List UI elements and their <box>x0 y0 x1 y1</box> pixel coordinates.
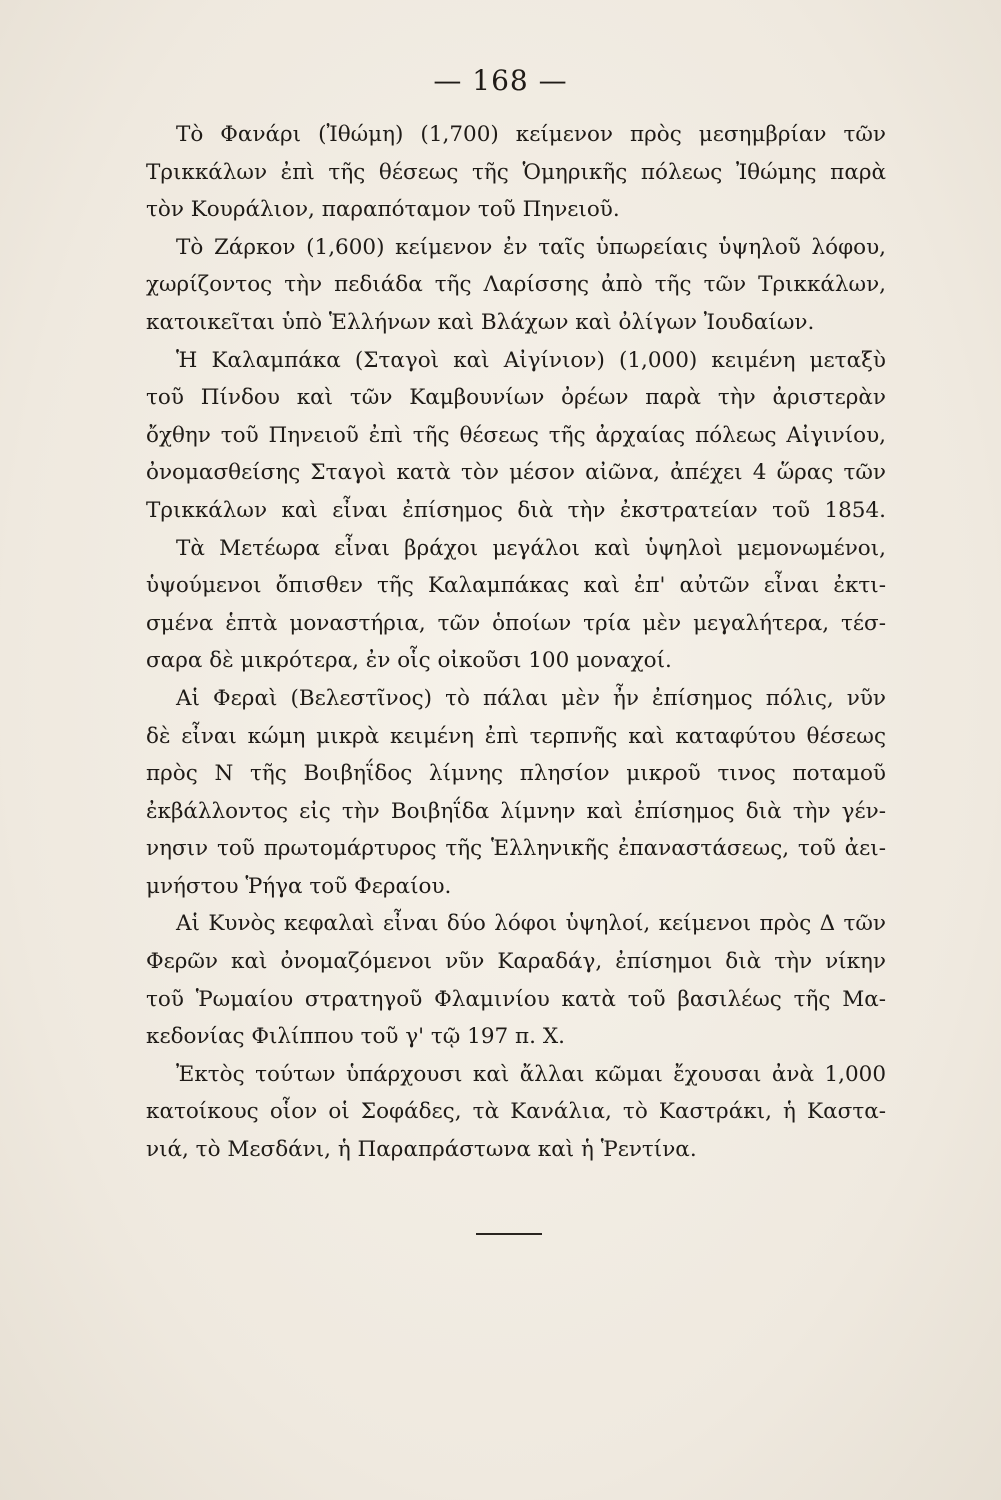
text-line: Τὸ Φανάρι (Ἰθώμη) (1,700) κείμενον πρὸς μεσημβρίαν τῶν <box>176 122 886 147</box>
text-line: δὲ εἶναι κώμη μικρὰ κειμένη ἐπὶ τερπνῆς καὶ καταφύτου θέσεως <box>146 723 886 749</box>
text-line: πρὸς Ν τῆς Βοιβηΐδος λίμνης πλησίον μικροῦ τινος ποταμοῦ <box>146 761 886 787</box>
text-line: Αἱ Φεραὶ (Βελεστῖνος) τὸ πάλαι μὲν ἦν ἐπίσημος πόλις, νῦν <box>176 685 886 711</box>
text-line: Τρικκάλων ἐπὶ τῆς θέσεως τῆς Ὁμηρικῆς πόλεως Ἰθώμης παρὰ <box>146 159 886 185</box>
text-line: νησιν τοῦ πρωτομάρτυρος τῆς Ἑλληνικῆς ἐπαναστάσεως, τοῦ ἀει- <box>146 836 886 862</box>
text-line: τὸν Κουράλιον, παραπόταμον τοῦ Πηνειοῦ. <box>146 197 620 223</box>
text-line: νιά, τὸ Μεσδάνι, ἡ Παραπράστωνα καὶ ἡ Ῥεντίνα. <box>146 1137 697 1163</box>
text-line: κατοικεῖται ὑπὸ Ἑλλήνων καὶ Βλάχων καὶ ὀλίγων Ἰουδαίων. <box>146 309 815 335</box>
text-line: Αἱ Κυνὸς κεφαλαὶ εἶναι δύο λόφοι ὑψηλοί, κείμενοι πρὸς Δ τῶν <box>176 911 886 937</box>
text-line: Ἡ Καλαμπάκα (Σταγοὶ καὶ Αἰγίνιον) (1,000) κειμένη μεταξὺ <box>176 347 886 373</box>
text-line: Τρικκάλων καὶ εἶναι ἐπίσημος διὰ τὴν ἐκστρατείαν τοῦ 1854. <box>146 497 886 523</box>
text-line: Τὸ Ζάρκον (1,600) κείμενον ἐν ταῖς ὑπωρείαις ὑψηλοῦ λόφου, <box>176 234 886 260</box>
page-number: — 168 — <box>433 64 568 97</box>
end-rule <box>476 1233 542 1235</box>
text-line: Ἐκτὸς τούτων ὑπάρχουσι καὶ ἄλλαι κῶμαι ἔχουσαι ἀνὰ 1,000 <box>176 1061 886 1087</box>
text-line: τοῦ Πίνδου καὶ τῶν Καμβουνίων ὀρέων παρὰ τὴν ἀριστερὰν <box>146 385 886 411</box>
text-line: ὄχθην τοῦ Πηνειοῦ ἐπὶ τῆς θέσεως τῆς ἀρχαίας πόλεως Αἰγινίου, <box>146 422 886 448</box>
text-line: σμένα ἑπτὰ μοναστήρια, τῶν ὁποίων τρία μὲν μεγαλήτερα, τέσ- <box>146 610 886 636</box>
text-line: ἐκβάλλοντος εἰς τὴν Βοιβηΐδα λίμνην καὶ ἐπίσημος διὰ τὴν γέν- <box>146 798 886 824</box>
text-line: τοῦ Ῥωμαίου στρατηγοῦ Φλαμινίου κατὰ τοῦ βασιλέως τῆς Μα- <box>146 986 886 1012</box>
text-line: ὀνομασθείσης Σταγοὶ κατὰ τὸν μέσον αἰῶνα, ἀπέχει 4 ὥρας τῶν <box>146 460 886 486</box>
text-line: κατοίκους οἷον οἱ Σοφάδες, τὰ Κανάλια, τὸ Καστράκι, ἡ Καστα- <box>146 1099 886 1125</box>
text-line: σαρα δὲ μικρότερα, ἐν οἷς οἰκοῦσι 100 μοναχοί. <box>146 648 672 674</box>
text-line: χωρίζοντος τὴν πεδιάδα τῆς Λαρίσσης ἀπὸ τῆς τῶν Τρικκάλων, <box>146 272 886 298</box>
body-text <box>146 116 886 1169</box>
text-line: ὑψούμενοι ὄπισθεν τῆς Καλαμπάκας καὶ ἐπ' αὐτῶν εἶναι ἐκτι- <box>146 573 886 599</box>
text-line: κεδονίας Φιλίππου τοῦ γ' τῷ 197 π. Χ. <box>146 1024 565 1050</box>
text-line: Τὰ Μετέωρα εἶναι βράχοι μεγάλοι καὶ ὑψηλοὶ μεμονωμένοι, <box>176 535 886 561</box>
text-line: μνήστου Ῥήγα τοῦ Φεραίου. <box>146 873 452 899</box>
text-line: Φερῶν καὶ ὀνομαζόμενοι νῦν Καραδάγ, ἐπίσημοι διὰ τὴν νίκην <box>146 949 886 975</box>
